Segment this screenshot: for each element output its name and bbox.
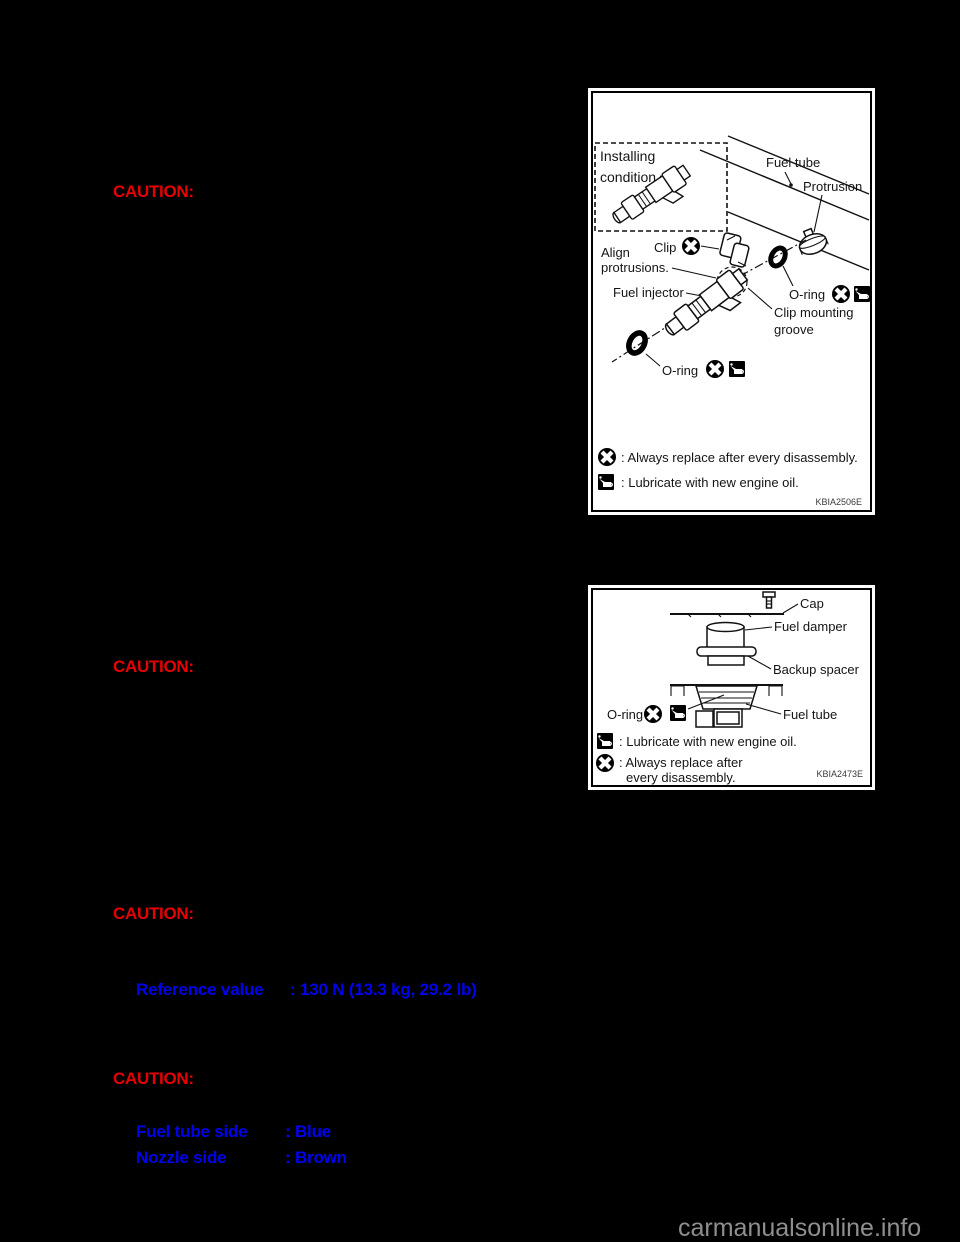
- label-fuel-damper: Fuel damper: [774, 619, 847, 634]
- label-installing-2: condition: [600, 169, 657, 185]
- figure-code: KBIA2506E: [815, 497, 862, 507]
- figure-code: KBIA2473E: [816, 769, 863, 779]
- label-fuel-tube: Fuel tube: [766, 155, 821, 170]
- label-align-2: protrusions.: [601, 260, 669, 275]
- label-o-ring-upper: O-ring: [789, 287, 826, 302]
- label-clip: Clip: [654, 240, 677, 255]
- replace-icon: [682, 237, 700, 255]
- legend-oil: : Lubricate with new engine oil.: [619, 734, 797, 749]
- watermark: carmanualsonline.info: [678, 1214, 922, 1242]
- reference-value-label: Reference value: [136, 980, 264, 999]
- replace-icon: [706, 360, 724, 378]
- legend-replace-1: : Always replace after: [619, 755, 743, 770]
- label-fuel-injector: Fuel injector: [613, 285, 684, 300]
- nozzle-side-label: Nozzle side: [136, 1148, 227, 1167]
- caution-label-2: CAUTION:: [113, 657, 194, 676]
- caution-label-4: CAUTION:: [113, 1069, 194, 1088]
- replace-icon: [644, 705, 662, 723]
- oil-can-icon: [729, 361, 745, 377]
- caution-label-1: CAUTION:: [113, 182, 194, 201]
- oil-can-icon: [598, 474, 614, 490]
- caution-label-3: CAUTION:: [113, 904, 194, 923]
- replace-icon: [596, 754, 614, 772]
- replace-icon: [832, 285, 850, 303]
- fuel-tube-side-value: : Blue: [285, 1122, 332, 1141]
- legend-oil: : Lubricate with new engine oil.: [621, 475, 799, 490]
- nozzle-side-value: : Brown: [285, 1148, 347, 1167]
- label-backup-spacer: Backup spacer: [773, 662, 859, 677]
- label-cap: Cap: [800, 596, 824, 611]
- label-align-1: Align: [601, 245, 630, 260]
- label-fuel-tube: Fuel tube: [783, 707, 838, 722]
- label-o-ring-lower: O-ring: [662, 363, 699, 378]
- figure-fuel-damper: [588, 585, 875, 790]
- label-clip-groove-1: Clip mounting: [774, 305, 854, 320]
- fuel-tube-side-label: Fuel tube side: [136, 1122, 248, 1141]
- label-installing-1: Installing: [600, 148, 656, 164]
- reference-value: : 130 N (13.3 kg, 29.2 lb): [290, 980, 477, 999]
- oil-can-icon: [854, 286, 870, 302]
- label-protrusion: Protrusion: [803, 179, 863, 194]
- figure-fuel-injector-tube: [588, 88, 875, 515]
- oil-can-icon: [670, 705, 686, 721]
- label-o-ring: O-ring: [607, 707, 644, 722]
- legend-replace: : Always replace after every disassembly.: [621, 450, 858, 465]
- label-clip-groove-2: groove: [774, 322, 814, 337]
- legend-replace-2: every disassembly.: [626, 770, 736, 785]
- oil-can-icon: [597, 733, 613, 749]
- replace-icon: [598, 448, 616, 466]
